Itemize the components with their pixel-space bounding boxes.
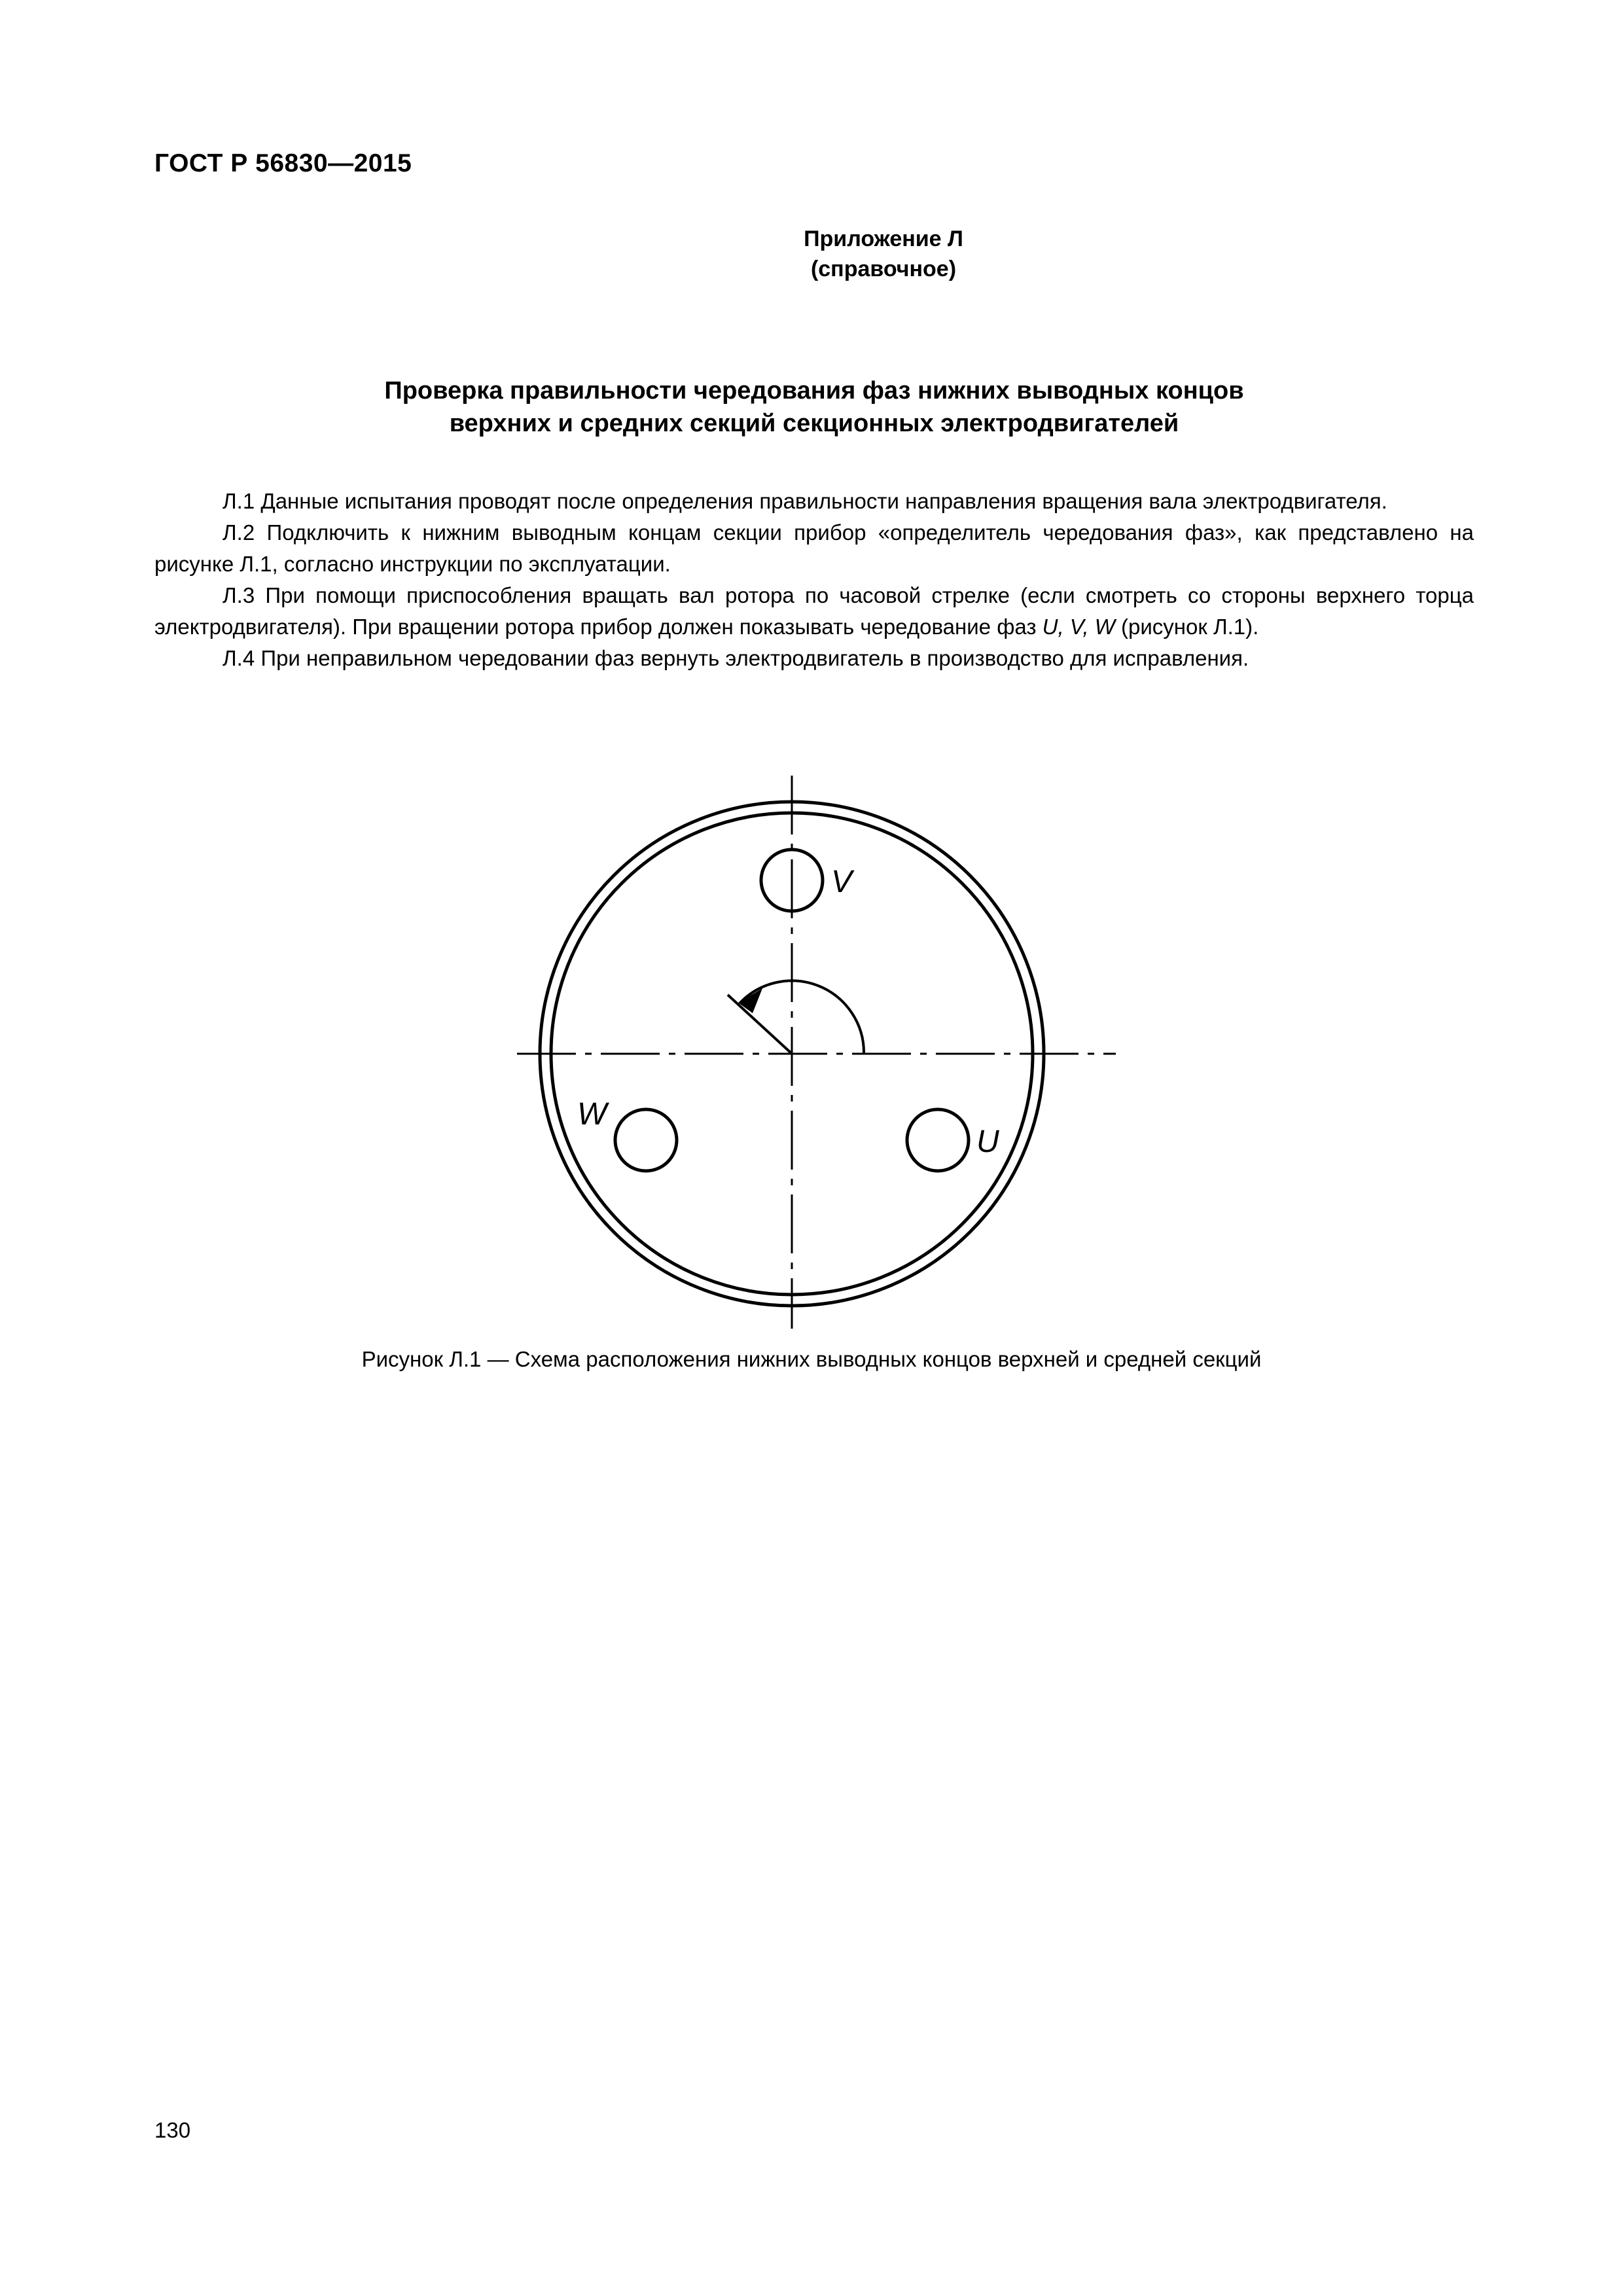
page-number: 130 [154, 2118, 191, 2142]
section-heading-line-2: верхних и средних секций секционных электродвигателей [449, 410, 1179, 437]
terminal-w [615, 1109, 677, 1171]
figure-l1 [497, 759, 1126, 1335]
section-heading-line-1: Проверка правильности чередования фаз нижних выводных концов [384, 377, 1244, 404]
terminal-layout-diagram [497, 759, 1126, 1335]
appendix-subtitle: (справочное) [810, 257, 957, 281]
terminal-u-label: U [976, 1124, 999, 1159]
section-heading [154, 374, 1474, 440]
paragraph-l1: Л.1 Данные испытания проводят после определения правильности направления вращения вала электродвигателя. [223, 489, 1387, 513]
terminal-v-label: V [831, 865, 853, 899]
paragraph-l3-phases: U, V, W [1042, 615, 1115, 639]
appendix-title: Приложение Л [804, 226, 963, 251]
paragraph-l4: Л.4 При неправильном чередовании фаз вернуть электродвигатель в производство для исправления. [223, 646, 1249, 670]
document-code: ГОСТ Р 56830—2015 [154, 149, 412, 177]
paragraph-l3 [154, 580, 1474, 643]
rotation-radius-line [728, 995, 792, 1054]
paragraph-l3-end: (рисунок Л.1). [1115, 615, 1259, 639]
paragraph-l2: Л.2 Подключить к нижним выводным концам секции прибор «определитель чередования фаз», как представлено на рисунке Л.1, согласно инструкции по эксплуатации. [154, 520, 1474, 576]
figure-caption: Рисунок Л.1 — Схема расположения нижних выводных концов верхней и средней секций [361, 1347, 1262, 1371]
terminal-w-label: W [577, 1097, 607, 1132]
paragraph-l3-text: Л.3 При помощи приспособления вращать вал ротора по часовой стрелке (если смотреть со стороны верхнего торца электродвигателя). При вращении ротора прибор должен показывать чередование фаз [154, 583, 1474, 639]
terminal-u [907, 1109, 969, 1171]
body-text [154, 486, 1474, 674]
